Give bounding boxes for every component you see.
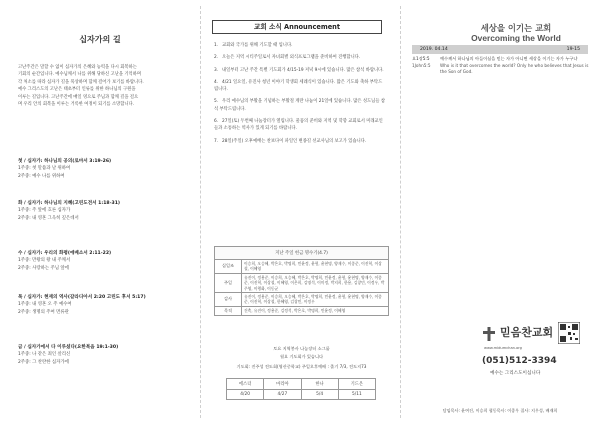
offering-note: 토요 지역봉사 나눔장터 소그룹 [273, 346, 330, 351]
cover-title: 세상을 이기는 교회 [480, 23, 552, 33]
verse-en-ref: 1John5:5 [412, 62, 431, 68]
station-fri [18, 344, 190, 366]
duty-date: 4/27 [264, 390, 301, 400]
intro-line: 각 처소를 따라 십자가 길을 묵상하며 함께 걸어가 보기를 바랍니다. [18, 79, 144, 85]
announcement-item: 2. 오늘은 지역 시티주일로서 자녀회별 외식프로그램을 준비하여 진행합니다. [214, 55, 361, 61]
announcement-item: 1. 교회와 국가를 위해 기도할 때 입니다. [214, 43, 293, 48]
station-wed [18, 250, 190, 272]
duty-group: 기드온 [338, 379, 375, 390]
station-title: 수 / 십자가: 우리의 화평(에베소서 2:11-22) [18, 251, 112, 256]
offering-row [215, 306, 389, 315]
duty-date: 5/4 [301, 390, 338, 400]
church-website: www.midumchan.org [484, 346, 522, 350]
station-hymn: 1주중: 내 영혼 오 주 예수여 [18, 302, 72, 308]
verse-english: Who is it that overcomes the world? Only he who believes that Jesus is the Son of God. [440, 62, 589, 75]
issue-number: 19-15 [566, 47, 580, 52]
station-hymn: 2주중: 그 찬란한 십자가에 [18, 359, 69, 365]
station-mon [18, 158, 190, 180]
station-title: 목 / 십자가: 현재의 역사(갈라디아서 2:20 고린도 후서 5:17) [18, 295, 146, 300]
station-hymn: 1주중: 나 같은 죄인 살리신 [18, 352, 71, 358]
announcement-item: 3. 내일부터 고난 주간 특별 기도회가 4/15-19 저녁 9시에 있습니다. 많은 참석 바랍니다. [214, 67, 384, 73]
way-of-cross-panel [0, 0, 200, 424]
announcement-item: 7. 28일(주일) 오후예배는 찬보다이 파일인 변종길 선교사님의 보고가 있습니다. [214, 138, 367, 144]
offering-row [215, 273, 389, 292]
offering-row [215, 260, 389, 274]
offering-note: 기도회: 진주성 전도회(영산중학교) 주일오후예배 : 졸기 7/3, 전도지73 [236, 364, 367, 369]
station-hymn: 2주중: 사랑하는 주님 앞에 [18, 265, 69, 271]
offering-row [215, 293, 389, 307]
offering-names: 유진이, 정용준, 이승희, 오승혜, 박은호, 박명희, 민윤정, 윤형, 윤현명, 양재수, 이종준, 이진혁, 이상철, 한혜영, 김창민, 이정우 [242, 293, 389, 307]
intro-line: 예수 그리스도의 고난은 태초부터 인류를 위한 하나님의 구원을 [18, 87, 136, 93]
offering-names: 건축, 유진이, 정용준, 김정석, 박은호, 박명희, 민윤정, 이혜영 [242, 306, 389, 315]
intro-line: 기회의 순간입니다. 예수님께서 나를 위해 당하신 고난을 기억하며 [18, 72, 141, 78]
offering-category: 목적 [215, 306, 242, 315]
church-logo-icon [482, 326, 496, 342]
station-title: 첫 / 십자가: 하나님의 공의(로마서 3:19-26) [18, 159, 112, 164]
intro-line: 며 우리 안의 회복을 이루는 거룩한 여정이 되기를 소망합니다. [18, 102, 135, 108]
station-title: 화 / 십자가: 하나님의 지혜(고린도전서 1:18-31) [18, 201, 121, 206]
date-bar [412, 45, 588, 54]
duty-group: 마리아 [264, 379, 301, 390]
duty-date: 5/11 [338, 390, 375, 400]
verse-ref: 요1장5:5 [412, 56, 430, 61]
station-hymn: 2주중: 예수 나를 위하여 [18, 173, 65, 179]
station-thu [18, 294, 190, 316]
cover-subtitle: Overcoming the World [471, 33, 561, 43]
church-name: 믿음찬교회 [500, 326, 554, 339]
church-slogan: 예수는 그리스도이십니다 [490, 371, 541, 376]
offering-names: 이승희, 오승혜, 박은호, 박명희, 민윤정, 윤형, 윤현명, 양재수, 이종준, 이진혁, 이상철, 이혜영 [242, 260, 389, 274]
announcements-title: 교회 소식 Announcement [212, 20, 382, 34]
intro-line: 이루는 길입니다. 고난주간에 매일 영으로 주님과 함께 길을 걸으 [18, 94, 139, 100]
verse-korean: 예수께서 하나님의 아들이심을 믿는 자가 아니면 세상을 이기는 자가 누구냐 [440, 56, 578, 61]
way-of-cross-title: 십자가의 길 [79, 35, 121, 44]
offering-note: 월요 기도회가 있습니다 [279, 354, 324, 359]
duty-date: 4/20 [227, 390, 264, 400]
staff-line: 담임목사: 윤여진, 이승희 협동목사: 이종우 집사: 지우성, 배재희 [442, 408, 558, 413]
cover-panel [400, 0, 600, 424]
announcement-list [214, 42, 386, 150]
station-title: 금 / 십자가에서 다 이루셨다(요한복음 19:1-30) [18, 345, 119, 350]
offering-table [214, 246, 389, 316]
duty-group: 한나 [301, 379, 338, 390]
offering-category: 십일조 [215, 260, 242, 274]
offering-names: 유진이, 정용준, 이승희, 오승혜, 박은호, 박명희, 민윤정, 윤형, 윤현명, 양재수, 이종준, 이진혁, 이상철, 이혜영, 이은희, 김명석, 이미정, 박지희, 한용, 김창민, 이정우, 박주영, 이행화, 이동균 [242, 273, 389, 292]
qr-code-icon [558, 322, 580, 344]
offering-category: 주일 [215, 273, 242, 292]
duty-group: 에스더 [227, 379, 264, 390]
announcement-item: 6. 27일(토) 두번째 나눔장터가 열립니다. 물품의 준비와 지역 및 학향 교회로서 미래교인들과 소통하는 역사가 있게 되기를 바랍니다. [214, 119, 383, 132]
announcements-panel [200, 0, 400, 424]
offering-category: 감사 [215, 293, 242, 307]
church-phone: (051)512-3394 [482, 356, 557, 366]
bulletin-date: 2019. 04.14 [420, 47, 448, 52]
station-hymn: 1주중: 첫 말씀과 날 위하여 [18, 166, 71, 172]
intro-line: 고난주간은 말할 수 없이 십자가의 은혜와 능력을 다시 회복하는 [18, 65, 137, 70]
theme-verse [412, 56, 590, 76]
announcement-item: 4. 4/21 일요일, 유진사 청년 이야기 학생회 세례식이 있습니다. 많은 기도와 축하 부탁드립니다. [214, 79, 383, 93]
offering-table-header: 지난 주일 헌금 명수기(4.7) [215, 247, 389, 260]
way-of-cross-intro [18, 64, 186, 108]
station-hymn: 1주중: 만왕의 왕 내 주께서 [18, 258, 71, 264]
station-tue [18, 200, 190, 222]
announcement-item: 5. 우리 예수님의 부활을 기념하는 부활절 계란 나눔이 21일에 있습니다. 많은 성도님들 참석 부탁드립니다. [214, 99, 385, 112]
station-hymn: 1주중: 주 앞에 흐른 십자가 [18, 208, 71, 214]
station-hymn: 2주중: 생명의 주여 면류관 [18, 309, 69, 315]
duty-table [226, 378, 376, 400]
station-hymn: 2주중: 내 영혼 그윽히 깊은데서 [18, 215, 79, 221]
